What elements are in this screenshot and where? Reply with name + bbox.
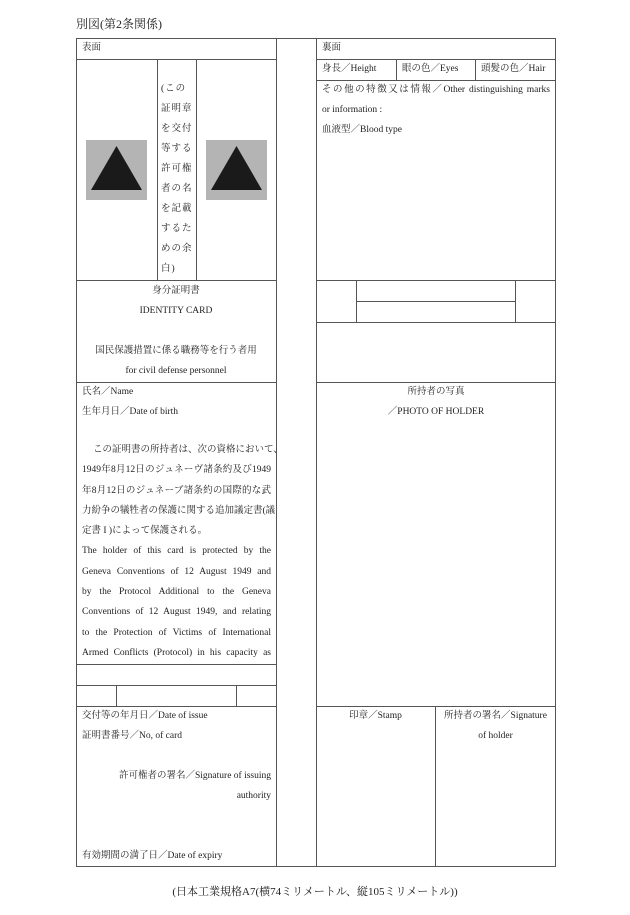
divider xyxy=(116,685,117,706)
photo-label-ja: 所持者の写真 xyxy=(407,387,465,397)
figure-title: 別図(第2条関係) xyxy=(76,17,162,31)
name-field: 氏名／Name xyxy=(82,387,134,397)
border xyxy=(555,38,556,867)
card-number: 証明書番号／No, of card xyxy=(82,731,182,741)
divider xyxy=(157,59,158,280)
date-of-issue: 交付等の年月日／Date of issue xyxy=(82,711,208,721)
divider xyxy=(236,685,237,706)
border xyxy=(76,38,77,867)
divider xyxy=(316,280,556,281)
divider xyxy=(475,59,476,80)
front-label: 表面 xyxy=(82,43,102,53)
dob-field: 生年月日／Date of birth xyxy=(82,407,179,417)
holder-signature-2: of holder xyxy=(478,731,513,741)
stamp-label: 印章／Stamp xyxy=(349,711,402,721)
back-label: 裏面 xyxy=(322,43,342,53)
purpose-en: for civil defense personnel xyxy=(125,366,227,376)
card-title-en: IDENTITY CARD xyxy=(139,306,213,316)
photo-label-en: ／PHOTO OF HOLDER xyxy=(387,407,485,417)
other-marks-2: or information : xyxy=(322,105,383,115)
card-title-ja: 身分証明書 xyxy=(152,286,200,296)
date-of-expiry: 有効期間の満了日／Date of expiry xyxy=(82,851,223,861)
issuing-signature: 許可権者の署名／Signature of issuing xyxy=(119,771,271,781)
divider xyxy=(356,301,516,302)
size-note: (日本工業規格A7(横74ミリメートル、縦105ミリメートル)) xyxy=(172,886,458,898)
other-marks: その他の特徴又は情報／Other distinguishing marks xyxy=(322,85,550,95)
hair-field: 頭髪の色／Hair xyxy=(481,64,546,74)
emblem-triangle-icon xyxy=(86,140,147,200)
divider xyxy=(316,322,556,323)
eyes-field: 眼の色／Eyes xyxy=(402,64,459,74)
vertical-note: (この 証明章 を交付 等する 許可権 者の名 を記載 するた めの余 白) xyxy=(161,84,193,274)
emblem-triangle-icon xyxy=(206,140,267,200)
divider xyxy=(196,59,197,280)
border xyxy=(316,38,317,867)
issuing-signature-2: authority xyxy=(236,791,271,801)
divider xyxy=(76,59,276,60)
protection-statement: この証明書の所持者は、次の資格において、 1949年8月12日のジュネーヴ諸条約及び1949 年8月12日のジュネーブ諸条約の国際的な武 力紛争の犠牲者の保護に関する追加議定書(議 定書 I )によって保護される。 The holder of this card is protected by the Geneva Conventions of 12 August 1949 and by the Protocol Additional to the Geneva Conventions of 12 August 1949, and relating to the Protection of Victims of International Armed Conflicts (Protocol) in his capacity as xyxy=(82,445,283,658)
purpose-ja: 国民保護措置に係る職務等を行う者用 xyxy=(95,346,257,356)
divider xyxy=(76,685,276,686)
divider xyxy=(76,664,276,665)
blood-type: 血液型／Blood type xyxy=(322,125,402,135)
height-field: 身長／Height xyxy=(322,64,377,74)
holder-signature: 所持者の署名／Signature xyxy=(444,711,547,721)
divider xyxy=(396,59,397,80)
